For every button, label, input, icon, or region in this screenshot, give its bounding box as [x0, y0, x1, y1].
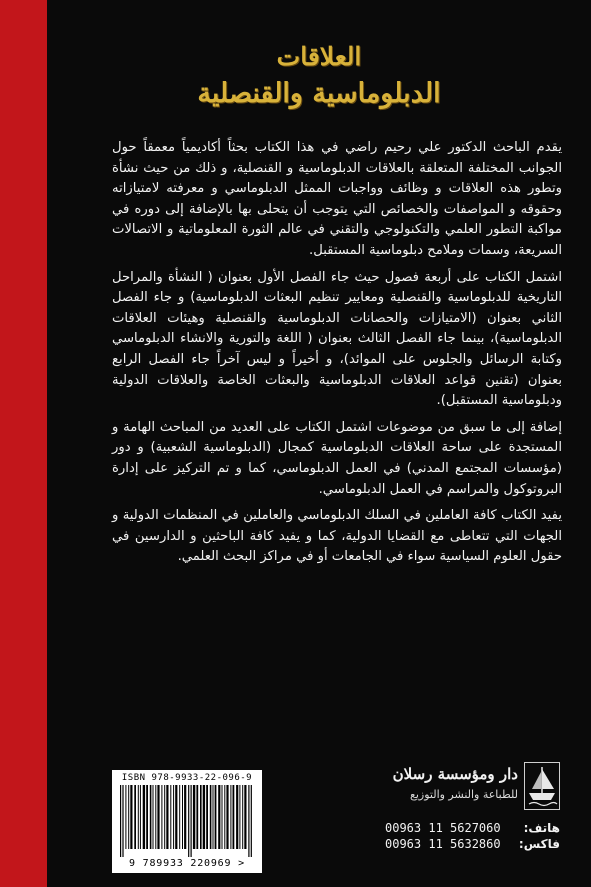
publisher-block	[385, 762, 560, 810]
phone-number: 00963 11 5627060	[385, 821, 501, 835]
barcode-bar	[146, 785, 148, 849]
barcode-bar	[224, 785, 225, 849]
publisher-contacts	[385, 820, 560, 852]
publisher-tagline: للطباعة والنشر والتوزيع	[409, 788, 518, 801]
barcode-bar	[150, 785, 152, 849]
barcode-bar	[215, 785, 217, 849]
ship-icon	[524, 762, 560, 810]
barcode-bar	[164, 785, 165, 849]
barcode-bar	[138, 785, 139, 849]
barcode-bar	[128, 785, 129, 849]
barcode-bar	[170, 785, 171, 849]
barcode-bar	[166, 785, 168, 849]
barcode-bar	[191, 785, 192, 857]
barcode-bar	[196, 785, 198, 849]
description-paragraph-4: يفيد الكتاب كافة العاملين في السلك الدبلوماسي والعاملين في المنظمات الدولية و الجهات التي تتعاطى مع القضايا الدولية، كما و يفيد كافة الباحثين و الدارسين في حقول العلوم السياسية سواء في الجامعات أو في مراكز البحث العلمي.	[112, 508, 562, 565]
barcode-bar	[188, 785, 189, 857]
barcode-bar	[206, 785, 208, 849]
barcode-bar	[242, 785, 243, 849]
barcode-bar	[222, 785, 223, 849]
barcode-bar	[155, 785, 156, 849]
description-paragraph-2: اشتمل الكتاب على أربعة فصول حيث جاء الفصل الأول بعنوان ( النشأة والمراحل التاريخية للدبلوماسية والقنصلية ومعايير تنظيم البعثات الدبلوماسية) و جاء الفصل الثاني بعنوان (الامتيازات والحصانات الدبلوماسية والقنصلية وهيئات العلاقات الدبلوماسية)، بينما جاء الفصل الثالث بعنوان ( اللغة والتورية والانشاء الدبلوماسي وكتابة الرسائل والجلوس على الموائد)، و أخيراً و ليس آخراً جاء الفصل الرابع بعنوان (تقنين قواعد العلاقات الدبلوماسية والبعثات الخاصة والعلاقات الدولية ودبلوماسية المستقبل).	[112, 269, 562, 409]
barcode-bar	[143, 785, 145, 849]
description-paragraph-3: إضافة إلى ما سبق من موضوعات اشتمل الكتاب على العديد من المباحث الهامة و المستجدة على ساحة العلاقات الدبلوماسية كمجال (الدبلوماسية الشعبية) و دور (مؤسسات المجتمع المدني) في العمل الدبلوماسي، كما و تم التركيز على إدارة البروتوكول والمراسم في العمل الدبلوماسي.	[112, 419, 562, 497]
barcode-bar	[173, 785, 174, 849]
barcode-bar	[161, 785, 162, 849]
spine-red-band	[0, 0, 47, 887]
barcode-bar	[134, 785, 136, 849]
barcode-bar	[130, 785, 132, 849]
barcode-bar	[182, 785, 183, 849]
book-title-line-1: العلاقات	[276, 42, 362, 71]
barcode-bar	[236, 785, 238, 849]
barcode-bar	[193, 785, 195, 849]
barcode-bar	[153, 785, 154, 849]
isbn-barcode-box	[112, 770, 262, 873]
phone-label: هاتف:	[523, 821, 560, 835]
barcode-bar	[251, 785, 252, 857]
barcode-bar	[230, 785, 231, 849]
barcode-bar	[210, 785, 212, 849]
barcode-bar	[140, 785, 141, 849]
isbn-label: ISBN 978-9933-22-096-9	[121, 773, 253, 783]
barcode-bar	[125, 785, 126, 849]
barcode-bar	[184, 785, 186, 849]
barcode-bar	[179, 785, 180, 849]
barcode-bar	[226, 785, 228, 849]
barcode-digits: 9 789933 220969 >	[129, 858, 245, 869]
barcode-bar	[203, 785, 205, 849]
barcode-bar	[218, 785, 220, 849]
barcode-bar	[200, 785, 202, 849]
barcode-bar	[122, 785, 123, 857]
barcode-bar	[248, 785, 249, 857]
barcode-bar	[120, 785, 121, 857]
fax-number: 00963 11 5632860	[385, 837, 501, 851]
description-paragraph-1: يقدم الباحث الدكتور علي رحيم راضي في هذا الكتاب بحثاً أكاديمياً معمقاً حول الجوانب المختلفة المتعلقة بالعلاقات الدبلوماسية و القنصلية، و ذلك من حيث نشأة وتطور هذه العلاقات و وظائف وواجبات الممثل الدبلوماسي و معرفته لامتيازاته وحقوقه و المواصفات والخصائص التي يتوجب أن يتحلى بها بالإضافة إلى دوره في مواكبة التطور العلمي والتكنولوجي والتقني في عالم الثورة المعلوماتية و الاتصالات السريعة، وسمات وملامح دبلوماسية المستقبل.	[112, 140, 562, 258]
fax-row	[385, 836, 560, 852]
barcode-bar	[157, 785, 159, 849]
barcode-bar	[244, 785, 246, 849]
barcode	[118, 785, 256, 857]
fax-label: فاكس:	[518, 837, 560, 851]
book-title-line-2: الدبلوماسية والقنصلية	[197, 78, 441, 109]
barcode-bar	[175, 785, 177, 849]
book-description	[112, 138, 562, 574]
barcode-bar	[213, 785, 214, 849]
phone-row	[385, 820, 560, 836]
barcode-bar	[239, 785, 240, 849]
publisher-name: دار ومؤسسة رسلان	[392, 765, 518, 783]
barcode-bar	[233, 785, 235, 849]
book-title	[47, 40, 591, 114]
